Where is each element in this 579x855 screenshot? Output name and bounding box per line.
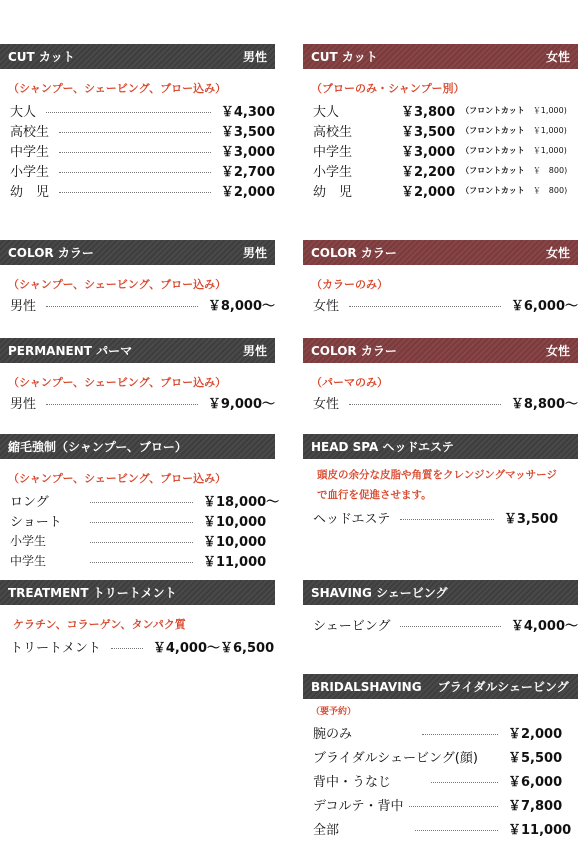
price-row: [10, 550, 275, 570]
section-header: [303, 674, 578, 699]
item-label: 小学生: [10, 164, 50, 180]
section-header: [0, 580, 275, 605]
item-price: ￥8,800〜: [510, 396, 578, 412]
dot-leader: [59, 172, 211, 173]
front-cut-note: （フロントカット ￥1,000): [461, 105, 567, 115]
cut-women-section: [303, 44, 578, 200]
section-title: TREATMENT トリートメント: [8, 586, 177, 600]
front-cut-note: （フロントカット ￥1,000): [461, 125, 567, 135]
item-price: ￥8,000〜: [207, 298, 275, 314]
item-label: 背中・うなじ: [313, 774, 392, 790]
item-price: ￥3,000: [401, 144, 456, 160]
price-row: [10, 120, 275, 140]
dot-leader: [349, 306, 501, 307]
front-cut-note: （フロントカット ￥ 800): [461, 185, 568, 195]
item-label: デコルテ・背中: [313, 798, 404, 814]
price-row: [10, 160, 275, 180]
dot-leader: [59, 152, 211, 153]
section-title: COLOR カラー: [311, 246, 397, 260]
gender-label: 女性: [545, 344, 570, 358]
section-title: BRIDALSHAVING ブライダルシェービング: [311, 680, 569, 694]
item-price: ￥2,700: [220, 164, 275, 180]
item-price: ￥9,000〜: [207, 396, 275, 412]
cut-men-section: [0, 44, 275, 200]
section-header: [0, 44, 275, 69]
item-label: ロング: [10, 494, 49, 510]
item-label: シェービング: [313, 618, 391, 634]
price-row: [313, 120, 578, 140]
section-note: （シャンプー、シェービング、ブロー込み）: [8, 376, 227, 389]
section-title: 縮毛強制（シャンプー、ブロー）: [8, 440, 187, 454]
front-cut-note: （フロントカット ￥1,000): [461, 145, 567, 155]
perm-women-section: [303, 338, 578, 412]
section-description: 頭皮の余分な皮脂や角質をクレンジングマッサージ で血行を促進させます。: [317, 469, 557, 501]
section-title: CUT カット: [311, 50, 378, 64]
item-label: 幼 児: [10, 184, 50, 200]
dot-leader: [90, 502, 193, 503]
section-note: （要予約）: [311, 707, 357, 717]
price-row: [313, 100, 578, 120]
item-price: ￥2,200: [401, 164, 456, 180]
treatment-section: [0, 580, 275, 656]
perm-men-section: [0, 338, 275, 412]
item-price: ￥3,000: [220, 144, 275, 160]
item-price: ￥3,800: [401, 104, 456, 120]
item-label: 小学生: [10, 533, 47, 548]
item-label: 全部: [313, 822, 340, 838]
dot-leader: [46, 306, 198, 307]
item-label: トリートメント: [10, 640, 101, 656]
dot-leader: [90, 562, 193, 563]
price-row: [10, 490, 280, 510]
dot-leader: [46, 404, 198, 405]
dot-leader: [415, 830, 498, 831]
price-row: [313, 392, 578, 412]
dot-leader: [46, 112, 211, 113]
gender-label: 男性: [242, 50, 267, 64]
item-label: 腕のみ: [313, 726, 353, 742]
section-note: （シャンプー、シェービング、ブロー込み）: [8, 82, 227, 95]
item-price: ￥10,000: [203, 534, 267, 550]
item-price: ￥11,000: [508, 822, 572, 838]
price-row: [313, 614, 578, 634]
item-price: ￥5,500: [508, 750, 563, 766]
dot-leader: [59, 132, 211, 133]
price-row: [313, 792, 578, 816]
dot-leader: [111, 648, 143, 649]
price-row: [313, 744, 578, 768]
head-spa-section: [303, 434, 578, 527]
item-price: ￥18,000〜: [203, 494, 280, 510]
item-label: 小学生: [313, 164, 353, 180]
section-note: （シャンプー、シェービング、ブロー込み）: [8, 472, 227, 485]
color-women-section: [303, 240, 578, 314]
section-note: （シャンプー、シェービング、ブロー込み）: [8, 278, 227, 291]
item-price: ￥3,500: [401, 124, 456, 140]
dot-leader: [431, 782, 498, 783]
price-row: [313, 507, 578, 527]
section-title: COLOR カラー: [311, 344, 397, 358]
item-price: ￥2,000: [220, 184, 275, 200]
item-price: ￥2,000: [401, 184, 456, 200]
section-title: HEAD SPA ヘッドエステ: [311, 440, 454, 454]
item-price: ￥6,000〜: [510, 298, 578, 314]
price-row: [313, 720, 578, 744]
price-row: [313, 180, 578, 200]
front-cut-note: （フロントカット ￥ 800): [461, 165, 568, 175]
gender-label: 男性: [242, 344, 267, 358]
dot-leader: [400, 626, 500, 627]
section-header: [0, 434, 275, 459]
item-label: 大人: [10, 104, 37, 120]
price-row: [313, 768, 578, 792]
dot-leader: [90, 542, 193, 543]
price-row: [10, 180, 275, 200]
price-row: [10, 294, 275, 314]
dot-leader: [90, 522, 193, 523]
item-price: ￥6,000: [508, 774, 563, 790]
price-row: [10, 392, 275, 412]
item-label: 女性: [313, 396, 340, 412]
dot-leader: [59, 192, 211, 193]
price-row: [10, 636, 275, 656]
section-header: [303, 338, 578, 363]
item-label: 男性: [10, 396, 37, 412]
item-price: ￥3,500: [220, 124, 275, 140]
price-row: [313, 160, 578, 180]
section-header: [0, 240, 275, 265]
item-label: 男性: [10, 298, 37, 314]
price-row: [313, 294, 578, 314]
shaving-section: [303, 580, 578, 634]
section-header: [0, 338, 275, 363]
item-label: 女性: [313, 298, 340, 314]
price-row: [10, 140, 275, 160]
section-header: [303, 434, 578, 459]
gender-label: 女性: [545, 50, 570, 64]
item-price: ￥2,000: [508, 726, 563, 742]
item-price: ￥7,800: [508, 798, 563, 814]
item-label: 幼 児: [313, 184, 353, 200]
section-title: COLOR カラー: [8, 246, 94, 260]
gender-label: 女性: [545, 246, 570, 260]
section-note: （パーマのみ）: [311, 376, 388, 389]
dot-leader: [400, 519, 494, 520]
price-row: [313, 140, 578, 160]
dot-leader: [422, 734, 498, 735]
item-label: 高校生: [313, 124, 353, 140]
item-label: 中学生: [10, 144, 50, 160]
section-header: [303, 240, 578, 265]
item-price: ￥3,500: [503, 511, 558, 527]
section-note: （ブローのみ・シャンプー別）: [311, 82, 465, 95]
item-label: ブライダルシェービング(顔): [313, 750, 478, 766]
price-row: [10, 510, 275, 530]
price-row: [313, 816, 578, 840]
gender-label: 男性: [242, 246, 267, 260]
item-label: 大人: [313, 104, 340, 120]
item-label: 中学生: [10, 553, 47, 568]
dot-leader: [349, 404, 501, 405]
item-label: ショート: [10, 514, 62, 530]
item-label: ヘッドエステ: [313, 511, 391, 527]
price-row: [10, 530, 275, 550]
bridal-shaving-section: [303, 674, 578, 840]
item-price: ￥4,000〜: [510, 618, 578, 634]
price-row: [10, 100, 275, 120]
straightening-section: [0, 434, 280, 570]
section-note: ケラチン、コラーゲン、タンパク質: [13, 618, 186, 631]
section-header: [303, 44, 578, 69]
item-price: ￥10,000: [203, 514, 267, 530]
item-price: ￥11,000: [203, 554, 267, 570]
section-title: SHAVING シェービング: [311, 586, 448, 600]
section-note: （カラーのみ）: [311, 278, 388, 291]
item-label: 中学生: [313, 144, 353, 160]
item-price: ￥4,300: [220, 104, 275, 120]
dot-leader: [409, 806, 498, 807]
section-header: [303, 580, 578, 605]
item-label: 高校生: [10, 124, 50, 140]
item-price: ￥4,000〜￥6,500: [152, 640, 275, 656]
section-title: CUT カット: [8, 50, 75, 64]
color-men-section: [0, 240, 275, 314]
section-title: PERMANENT パーマ: [8, 344, 133, 358]
